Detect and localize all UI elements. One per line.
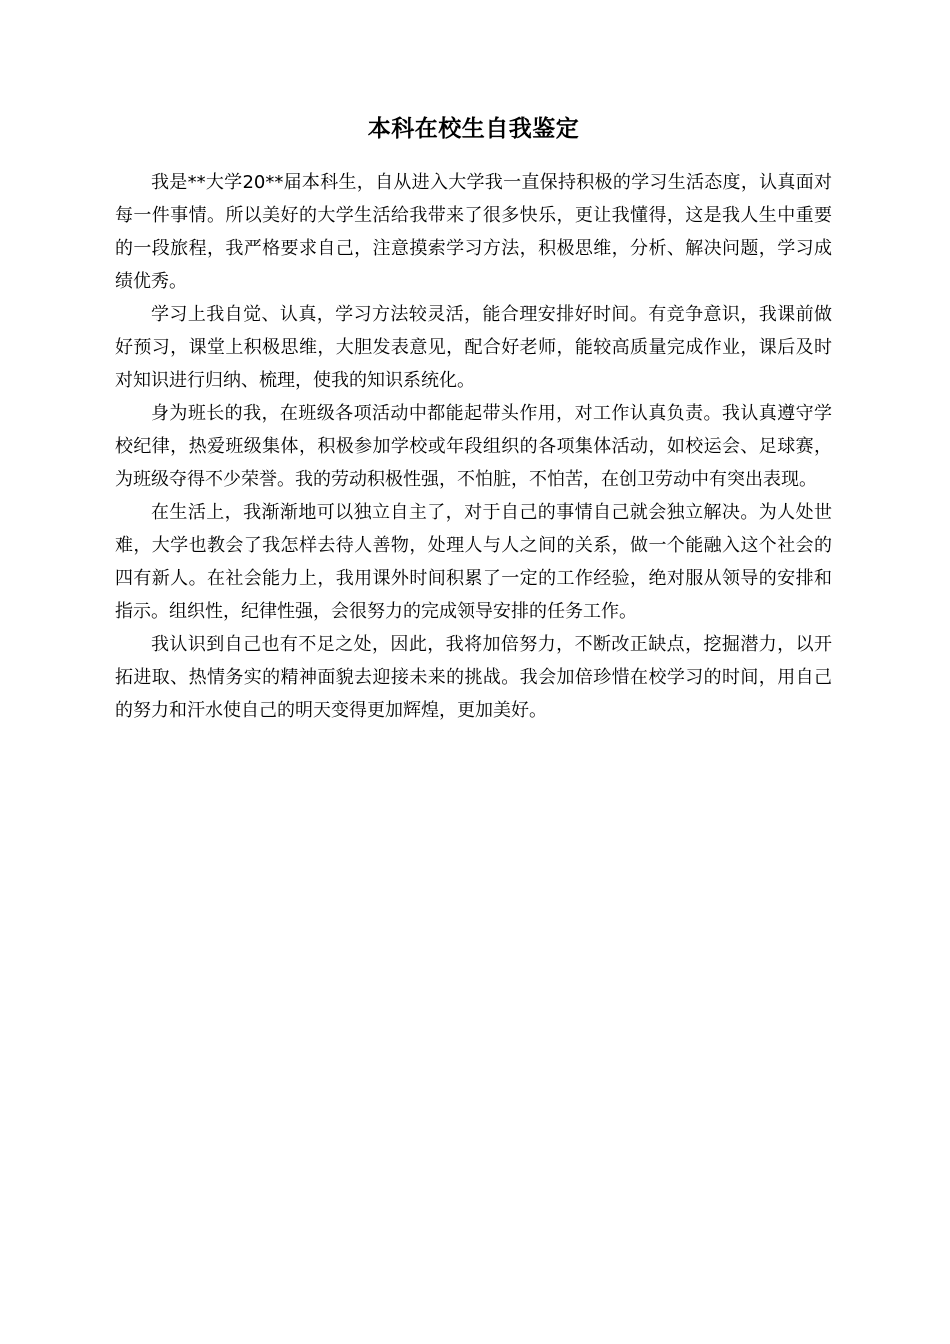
paragraph-5: 我认识到自己也有不足之处，因此，我将加倍努力，不断改正缺点，挖掘潜力，以开拓进取、热情务实的精神面貌去迎接未来的挑战。我会加倍珍惜在校学习的时间，用自己的努力和汗水使自己的明天变得更加辉煌，更加美好。 <box>115 634 832 721</box>
document-title: 本科在校生自我鉴定 <box>367 116 580 142</box>
paragraph-4: 在生活上，我渐渐地可以独立自主了，对于自己的事情自己就会独立解决。为人处世难，大学也教会了我怎样去待人善物，处理人与人之间的关系，做一个能融入这个社会的四有新人。在社会能力上，我用课外时间积累了一定的工作经验，绝对服从领导的安排和指示。组织性，纪律性强，会很努力的完成领导安排的任务工作。 <box>115 502 832 622</box>
paragraph-2: 学习上我自觉、认真，学习方法较灵活，能合理安排好时间。有竞争意识，我课前做好预习，课堂上积极思维，大胆发表意见，配合好老师，能较高质量完成作业，课后及时对知识进行归纳、梳理，使我的知识系统化。 <box>115 304 832 391</box>
paragraph-3: 身为班长的我，在班级各项活动中都能起带头作用，对工作认真负责。我认真遵守学校纪律，热爱班级集体，积极参加学校或年段组织的各项集体活动，如校运会、足球赛，为班级夺得不少荣誉。我的劳动积极性强，不怕脏，不怕苦，在创卫劳动中有突出表现。 <box>115 403 832 490</box>
paragraph-1: 我是**大学20**届本科生，自从进入大学我一直保持积极的学习生活态度，认真面对每一件事情。所以美好的大学生活给我带来了很多快乐，更让我懂得，这是我人生中重要的一段旅程，我严格要求自己，注意摸索学习方法，积极思维，分析、解决问题，学习成绩优秀。 <box>115 172 832 292</box>
